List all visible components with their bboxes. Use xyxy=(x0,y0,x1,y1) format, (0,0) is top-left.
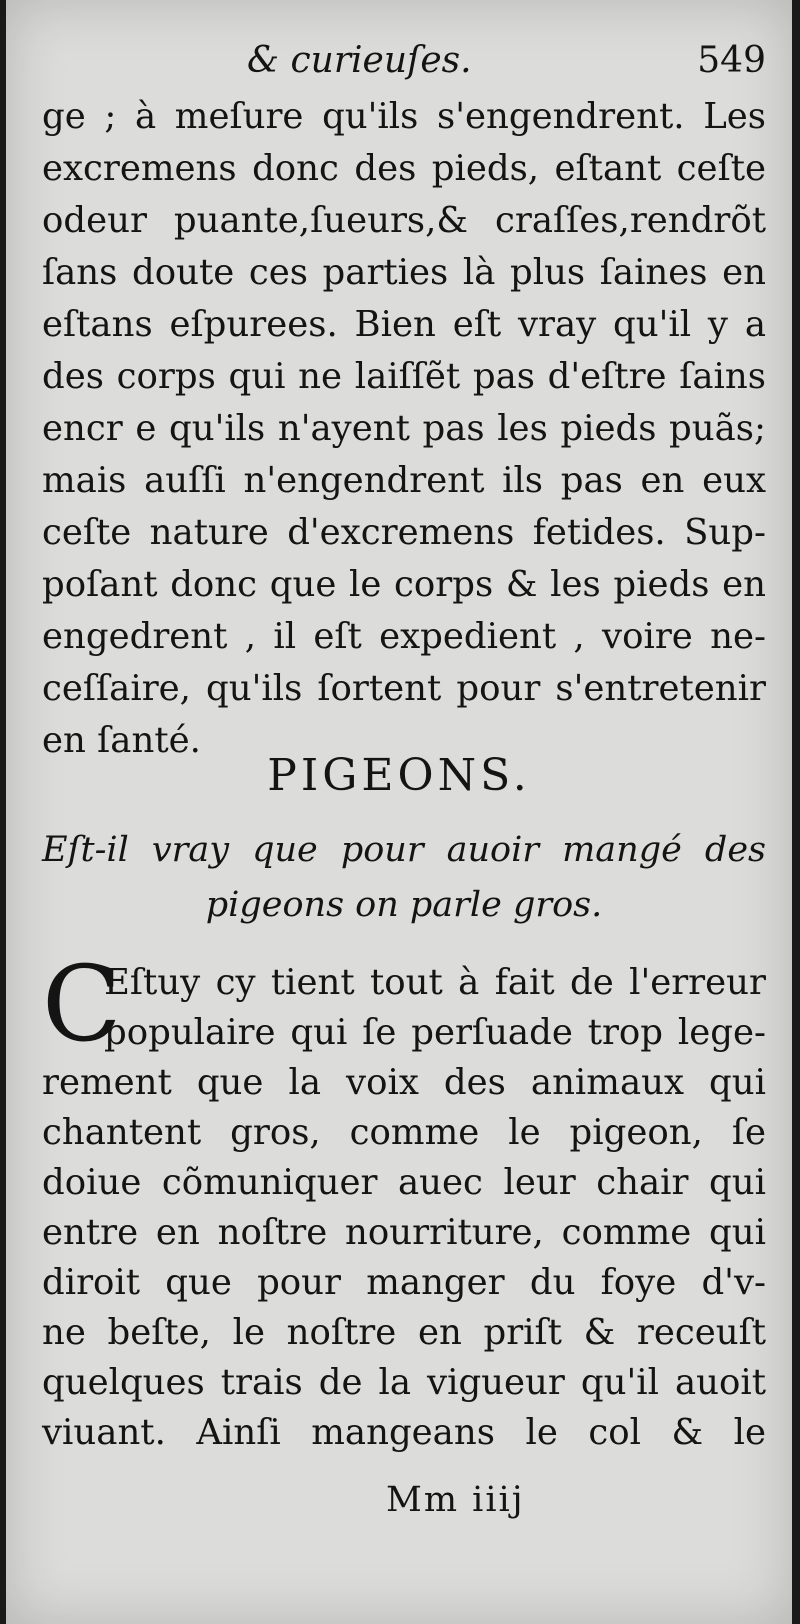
text-line: excremens donc des pieds, eſtant ceſte xyxy=(42,148,766,189)
text-line: Eſtuy cy tient tout à fait de l'erreur xyxy=(104,962,766,1003)
section-heading: PIGEONS. xyxy=(267,750,531,801)
text-line: mais auſſi n'engendrent ils pas en eux xyxy=(42,460,766,501)
text-line: chantent gros, comme le pigeon, ſe xyxy=(42,1112,766,1153)
text-line: ne beſte, le noſtre en priſt & receuſt xyxy=(42,1312,766,1353)
text-line: poſant donc que le corps & les pieds en xyxy=(42,564,766,605)
text-line: entre en noſtre nourriture, comme qui xyxy=(42,1212,766,1253)
running-head-title: & curieuſes. xyxy=(247,40,472,81)
text-line: rement que la voix des animaux qui xyxy=(42,1062,766,1103)
text-line: encr e qu'ils n'ayent pas les pieds puãs; xyxy=(42,408,766,449)
page-number: 549 xyxy=(697,40,766,81)
text-line: en ſanté. xyxy=(42,720,201,761)
text-line: ceſſaire, qu'ils ſortent pour s'entretenir xyxy=(42,668,766,709)
text-line: ceſte nature d'excremens fetides. Sup- xyxy=(42,512,766,553)
question-line: pigeons on parle gros. xyxy=(205,885,603,925)
book-page xyxy=(6,0,792,1624)
signature-mark: Mm iiij xyxy=(386,1480,525,1520)
running-head xyxy=(42,38,766,88)
text-line: engedrent , il eſt expedient , voire ne- xyxy=(42,616,766,657)
text-line: diroit que pour manger du foye d'v- xyxy=(42,1262,766,1303)
text-line: doiue cõmuniquer auec leur chair qui xyxy=(42,1162,766,1203)
text-line: eſtans eſpurees. Bien eſt vray qu'il y a xyxy=(42,304,766,345)
text-line: quelques trais de la vigueur qu'il auoit xyxy=(42,1362,766,1403)
text-line: ge ; à meſure qu'ils s'engendrent. Les xyxy=(42,96,766,137)
text-line: ſans doute ces parties là plus ſaines en xyxy=(42,252,766,293)
text-line: populaire qui ſe perſuade trop lege- xyxy=(104,1012,766,1053)
drop-cap: C xyxy=(42,943,122,1065)
text-line: odeur puante,ſueurs,& craſſes,rendrõt xyxy=(42,200,766,241)
question-line: Eſt-il vray que pour auoir mangé des xyxy=(42,830,766,870)
text-line: viuant. Ainſi mangeans le col & le xyxy=(42,1412,766,1453)
text-line: des corps qui ne laiſſẽt pas d'eſtre ſains xyxy=(42,356,766,397)
